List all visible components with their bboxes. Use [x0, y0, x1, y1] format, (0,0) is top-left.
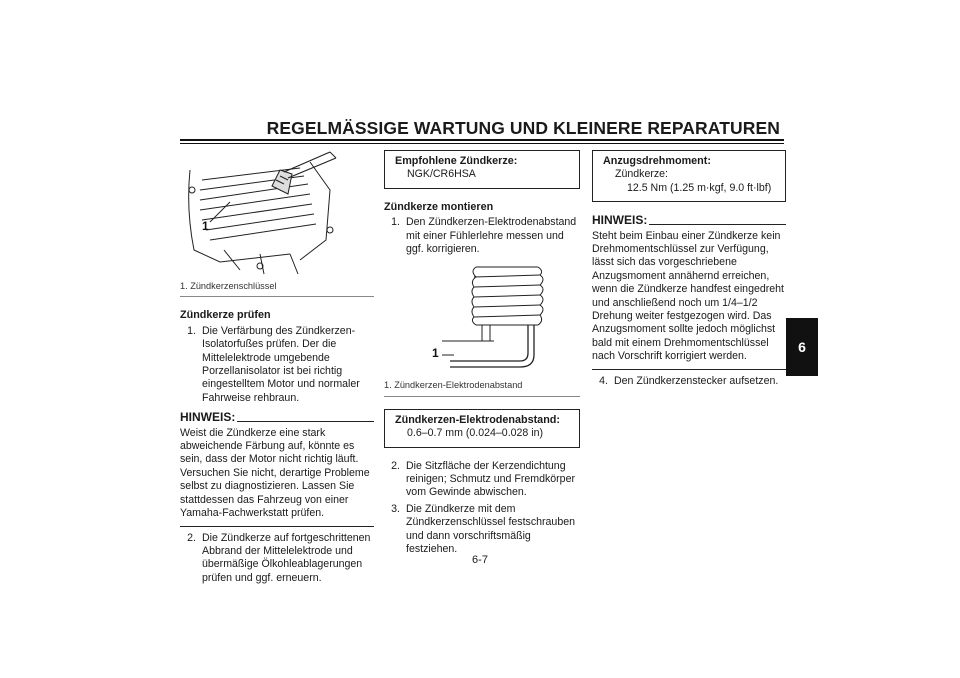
recommended-spark-plug-box: [384, 150, 580, 189]
steps-list: [592, 375, 786, 388]
list-item: [180, 532, 374, 586]
caption-rule: [180, 296, 374, 297]
note-rule: [237, 421, 374, 422]
note-text: Steht beim Einbau einer Zündkerze kein Drehmomentschlüssel zur Verfügung, lässt sich das vorgeschriebene Anzugsmoment annähernd erreichen, wenn die Zündkerze handfest eingedreht und anschließend noch um 1/4–1/2 Drehung weiter festgezogen wird. Das Anzugsmoment sollte jedoch möglichst bald mit einem Drehmomentschlüssel nach Vorschrift korrigiert werden.: [592, 229, 784, 363]
steps-list: [384, 460, 580, 557]
box-title: Zündkerzen-Elektrodenabstand:: [395, 413, 560, 426]
list-item: [384, 216, 580, 256]
note-header: [592, 214, 786, 227]
page-header-title: REGELMÄSSIGE WARTUNG UND KLEINERE REPARATUREN: [266, 118, 780, 138]
list-item: [384, 503, 580, 557]
note-text: Weist die Zündkerze eine stark abweichende Färbung auf, könnte es sein, dass der Motor nicht richtig läuft. Versuchen Sie nicht, derartige Probleme selbst zu diagnostizieren. Lassen Sie stattdessen das Fahrzeug von einer Yamaha-Fachwerkstatt prüfen.: [180, 426, 370, 520]
header-rule-thin: [180, 143, 784, 144]
step-text: Die Verfärbung des Zündkerzen-Isolatorfußes prüfen. Der die Mittelelektrode umgebende Porzellanisolator ist bei richtig eingestelltem Motor und normaler Fahrweise rehbraun.: [202, 324, 360, 404]
caption-rule: [384, 396, 580, 397]
figure-caption: 1. Zündkerzenschlüssel: [180, 281, 277, 291]
step-text: Den Zündkerzenstecker aufsetzen.: [614, 374, 779, 387]
note-header: [180, 411, 374, 424]
box-subtitle: Zündkerze:: [615, 168, 668, 181]
column-right: [592, 150, 786, 391]
section-title: Zündkerze prüfen: [180, 309, 271, 322]
step-number: 1.: [391, 216, 400, 229]
step-number: 4.: [599, 374, 608, 387]
figure-caption: 1. Zündkerzen-Elektrodenabstand: [384, 380, 523, 391]
tightening-torque-box: [592, 150, 786, 202]
step-number: 1.: [187, 324, 196, 337]
spark-plug-wrench-illustration: [180, 150, 356, 278]
step-text: Die Sitzfläche der Kerzendichtung reinigen; Schmutz und Fremdkörper vom Gewinde abwischen.: [406, 459, 575, 499]
list-item: [384, 460, 580, 500]
chapter-tab: 6: [786, 318, 818, 376]
step-number: 2.: [187, 531, 196, 544]
step-number: 2.: [391, 459, 400, 472]
step-text: Den Zündkerzen-Elektrodenabstand mit einer Fühlerlehre messen und ggf. korrigieren.: [406, 216, 577, 256]
step-number: 3.: [391, 502, 400, 515]
note-label: HINWEIS:: [592, 213, 648, 228]
column-middle: [384, 150, 580, 560]
list-item: [180, 325, 374, 405]
header-rule: [180, 139, 784, 141]
step-text: Die Zündkerze auf fortgeschrittenen Abbrand der Mittelelektrode und übermäßige Ölkohleablagerungen prüfen und ggf. erneuern.: [202, 531, 371, 584]
note-label: HINWEIS:: [180, 410, 236, 425]
figure-callout-label: 1: [202, 219, 209, 233]
note-rule: [649, 224, 786, 225]
step-text: Die Zündkerze mit dem Zündkerzenschlüssel festschrauben und dann vorschriftsmäßig festziehen.: [406, 502, 576, 556]
list-item: [592, 375, 786, 388]
page-number: 6-7: [472, 554, 488, 566]
box-title: Empfohlene Zündkerze:: [395, 155, 518, 167]
box-value: 12.5 Nm (1.25 m·kgf, 9.0 ft·lbf): [627, 181, 772, 194]
figure-callout-label: 1: [432, 346, 439, 361]
electrode-gap-illustration: [384, 259, 580, 377]
column-left: [180, 150, 374, 588]
steps-list: [384, 216, 580, 256]
steps-list: [180, 325, 374, 405]
section-title: Zündkerze montieren: [384, 200, 494, 213]
box-title: Anzugsdrehmoment:: [603, 155, 711, 167]
steps-list: [180, 532, 374, 586]
box-value: 0.6–0.7 mm (0.024–0.028 in): [407, 427, 544, 440]
electrode-gap-box: [384, 409, 580, 448]
note-end-rule: [180, 526, 374, 527]
note-end-rule: [592, 369, 786, 370]
box-value: NGK/CR6HSA: [407, 168, 476, 181]
